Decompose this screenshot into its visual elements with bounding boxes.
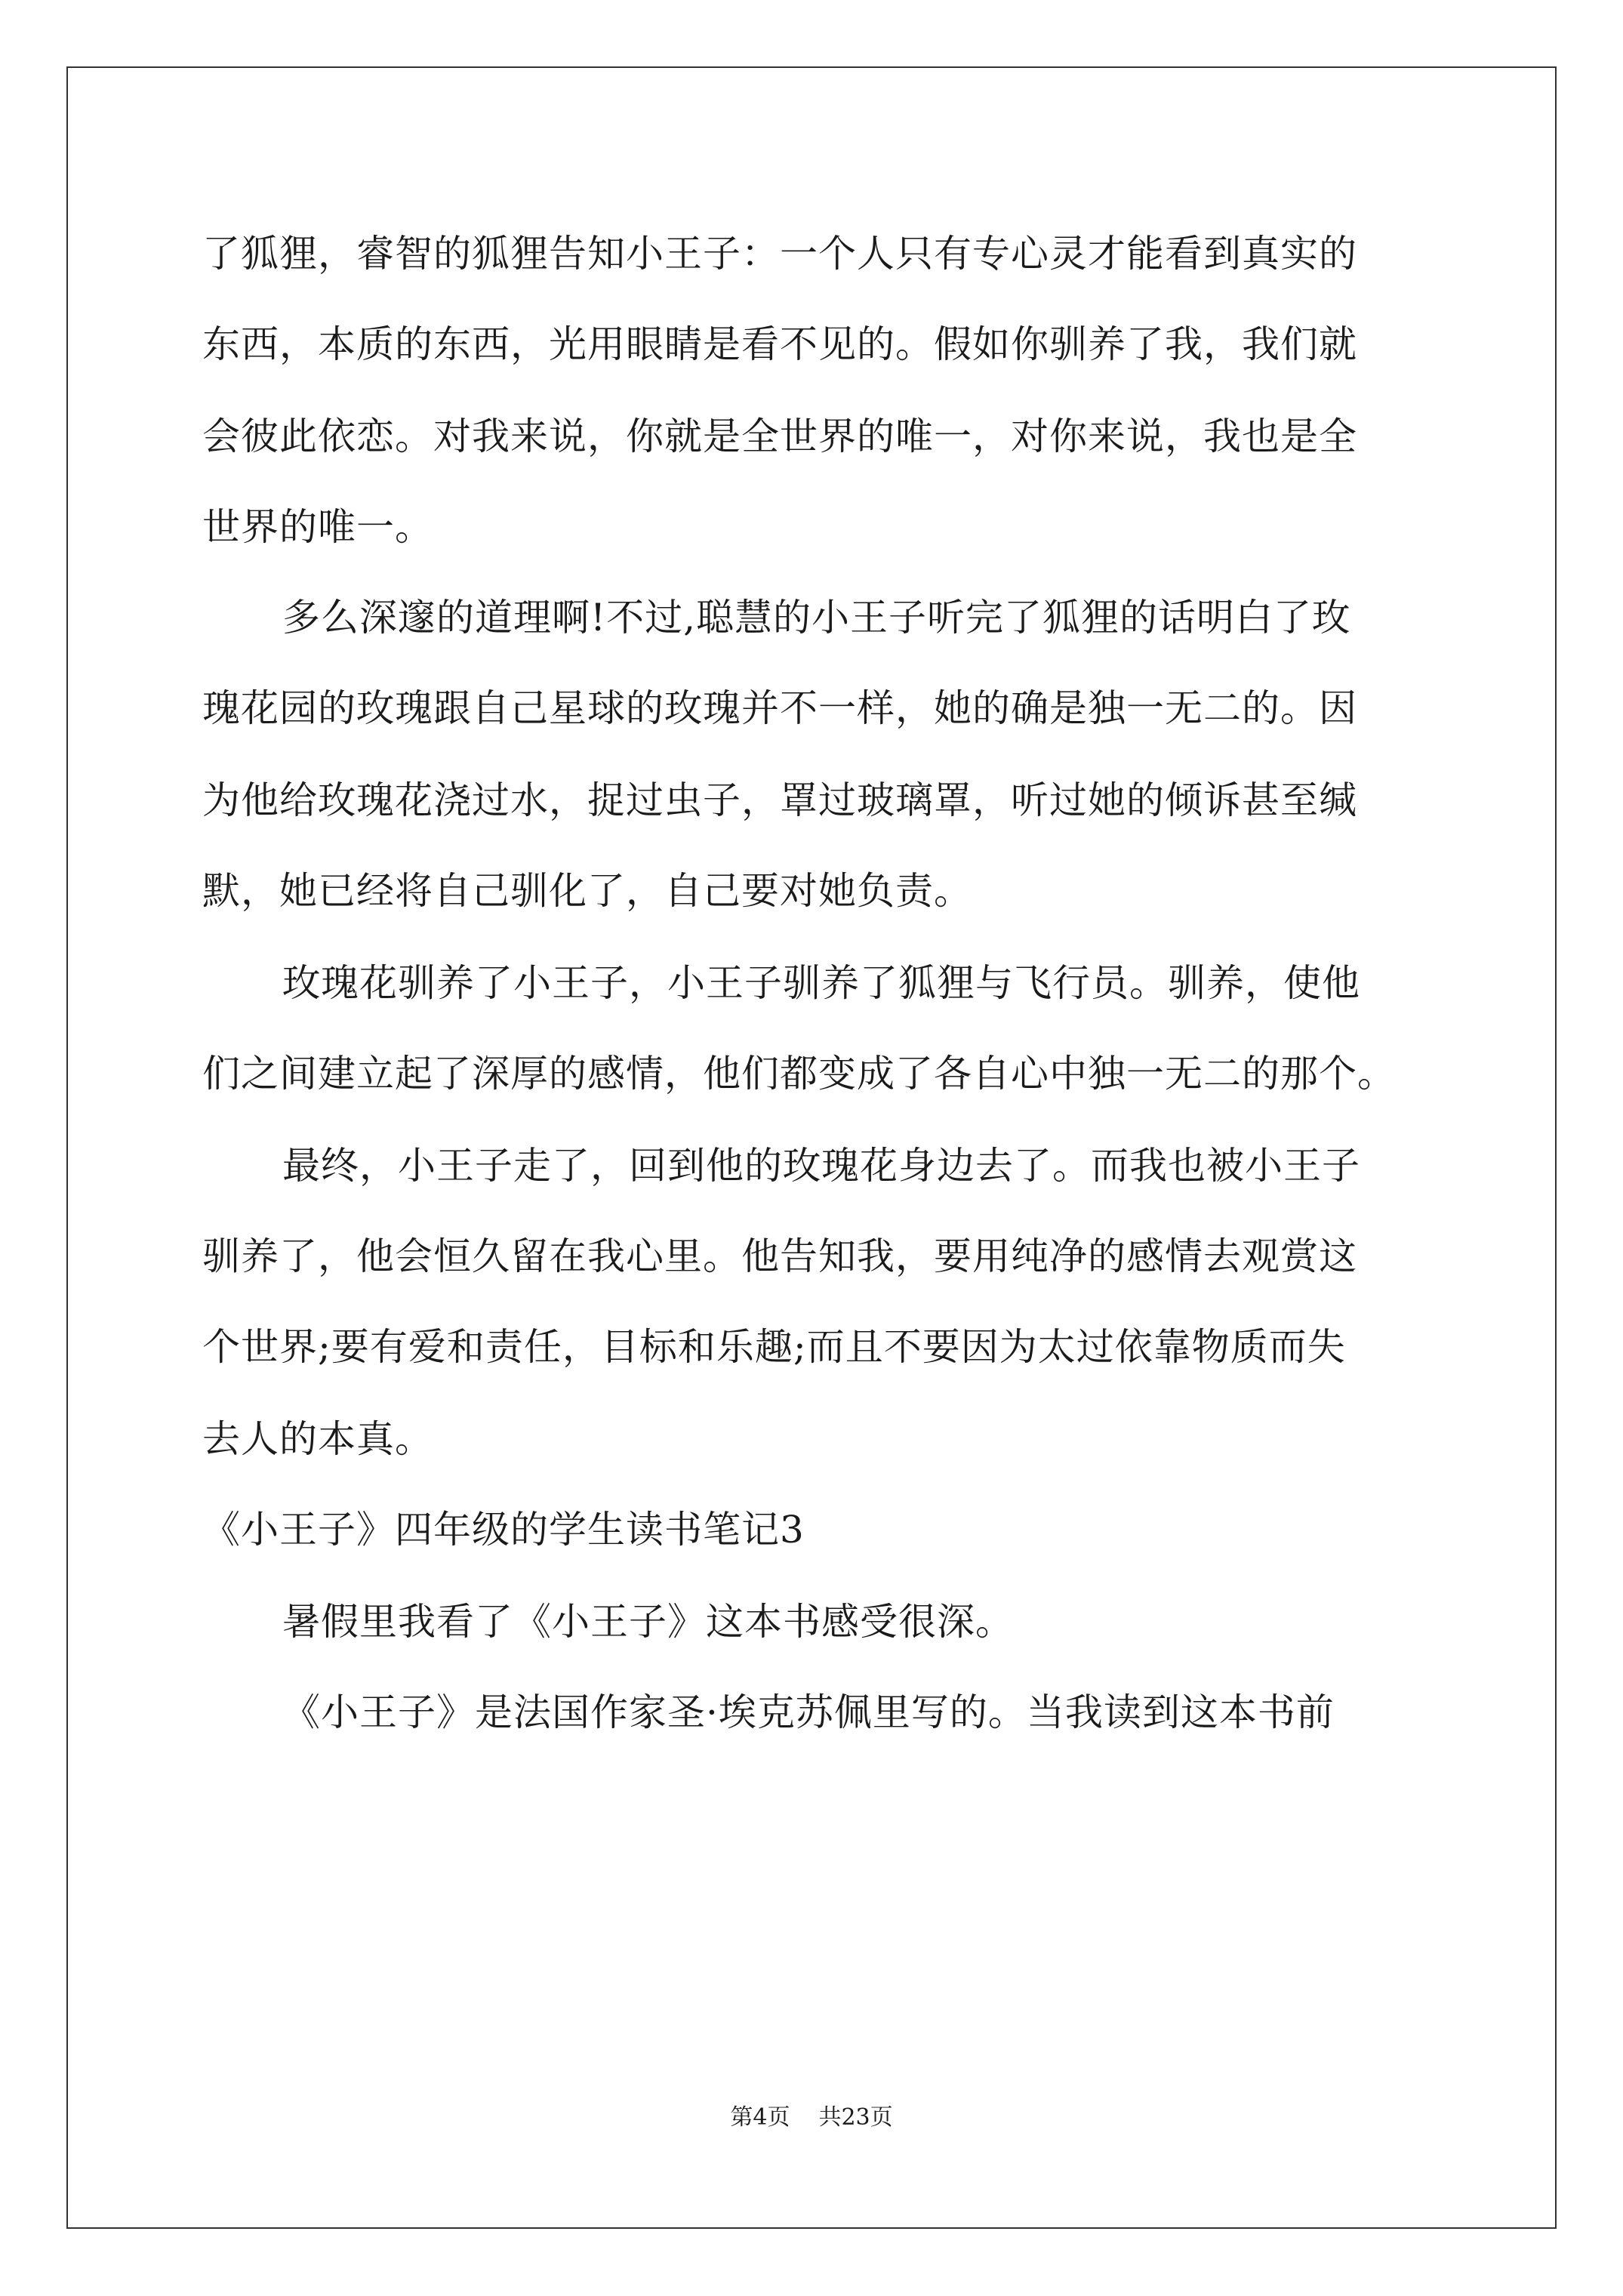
paragraph-start-line: 最终，小王子走了，回到他的玫瑰花身边去了。而我也被小王子 bbox=[282, 1144, 1360, 1188]
paragraph-start-line: 玫瑰花驯养了小王子，小王子驯养了狐狸与飞行员。驯养，使他 bbox=[282, 961, 1360, 1005]
page-footer bbox=[0, 2104, 1623, 2131]
text-line-4: 世界的唯一。 bbox=[202, 505, 433, 549]
text-line-12: 驯养了，他会恒久留在我心里。他告知我，要用纯净的感情去观赏这 bbox=[202, 1234, 1357, 1278]
text-line-7: 为他给玫瑰花浇过水，捉过虫子，罩过玻璃罩，听过她的倾诉甚至缄 bbox=[202, 778, 1357, 822]
text-line-3: 会彼此依恋。对我来说，你就是全世界的唯一，对你来说，我也是全 bbox=[202, 415, 1357, 458]
page-number: 第4页 bbox=[730, 2104, 790, 2131]
text-line-14: 去人的本真。 bbox=[202, 1417, 433, 1461]
paragraph-start-line: 《小王子》是法国作家圣·埃克苏佩里写的。当我读到这本书前 bbox=[282, 1690, 1335, 1734]
text-line-6: 瑰花园的玫瑰跟自己星球的玫瑰并不一样，她的确是独一无二的。因 bbox=[202, 686, 1357, 730]
text-line-8: 默，她已经将自己驯化了，自己要对她负责。 bbox=[202, 869, 972, 913]
paragraph-start-line: 多么深邃的道理啊!不过,聪慧的小王子听完了狐狸的话明白了玫 bbox=[282, 596, 1350, 639]
page-total: 共23页 bbox=[818, 2104, 893, 2131]
text-line-2: 东西，本质的东西，光用眼睛是看不见的。假如你驯养了我，我们就 bbox=[202, 322, 1357, 366]
text-line-10: 们之间建立起了深厚的感情，他们都变成了各自心中独一无二的那个。 bbox=[202, 1052, 1396, 1096]
section-heading: 《小王子》四年级的学生读书笔记3 bbox=[202, 1508, 805, 1552]
paragraph-start-line: 暑假里我看了《小王子》这本书感受很深。 bbox=[282, 1600, 1014, 1644]
text-line-1: 了狐狸，睿智的狐狸告知小王子：一个人只有专心灵才能看到真实的 bbox=[202, 232, 1357, 276]
text-line-13: 个世界;要有爱和责任，目标和乐趣;而且不要因为太过依靠物质而失 bbox=[202, 1325, 1346, 1369]
